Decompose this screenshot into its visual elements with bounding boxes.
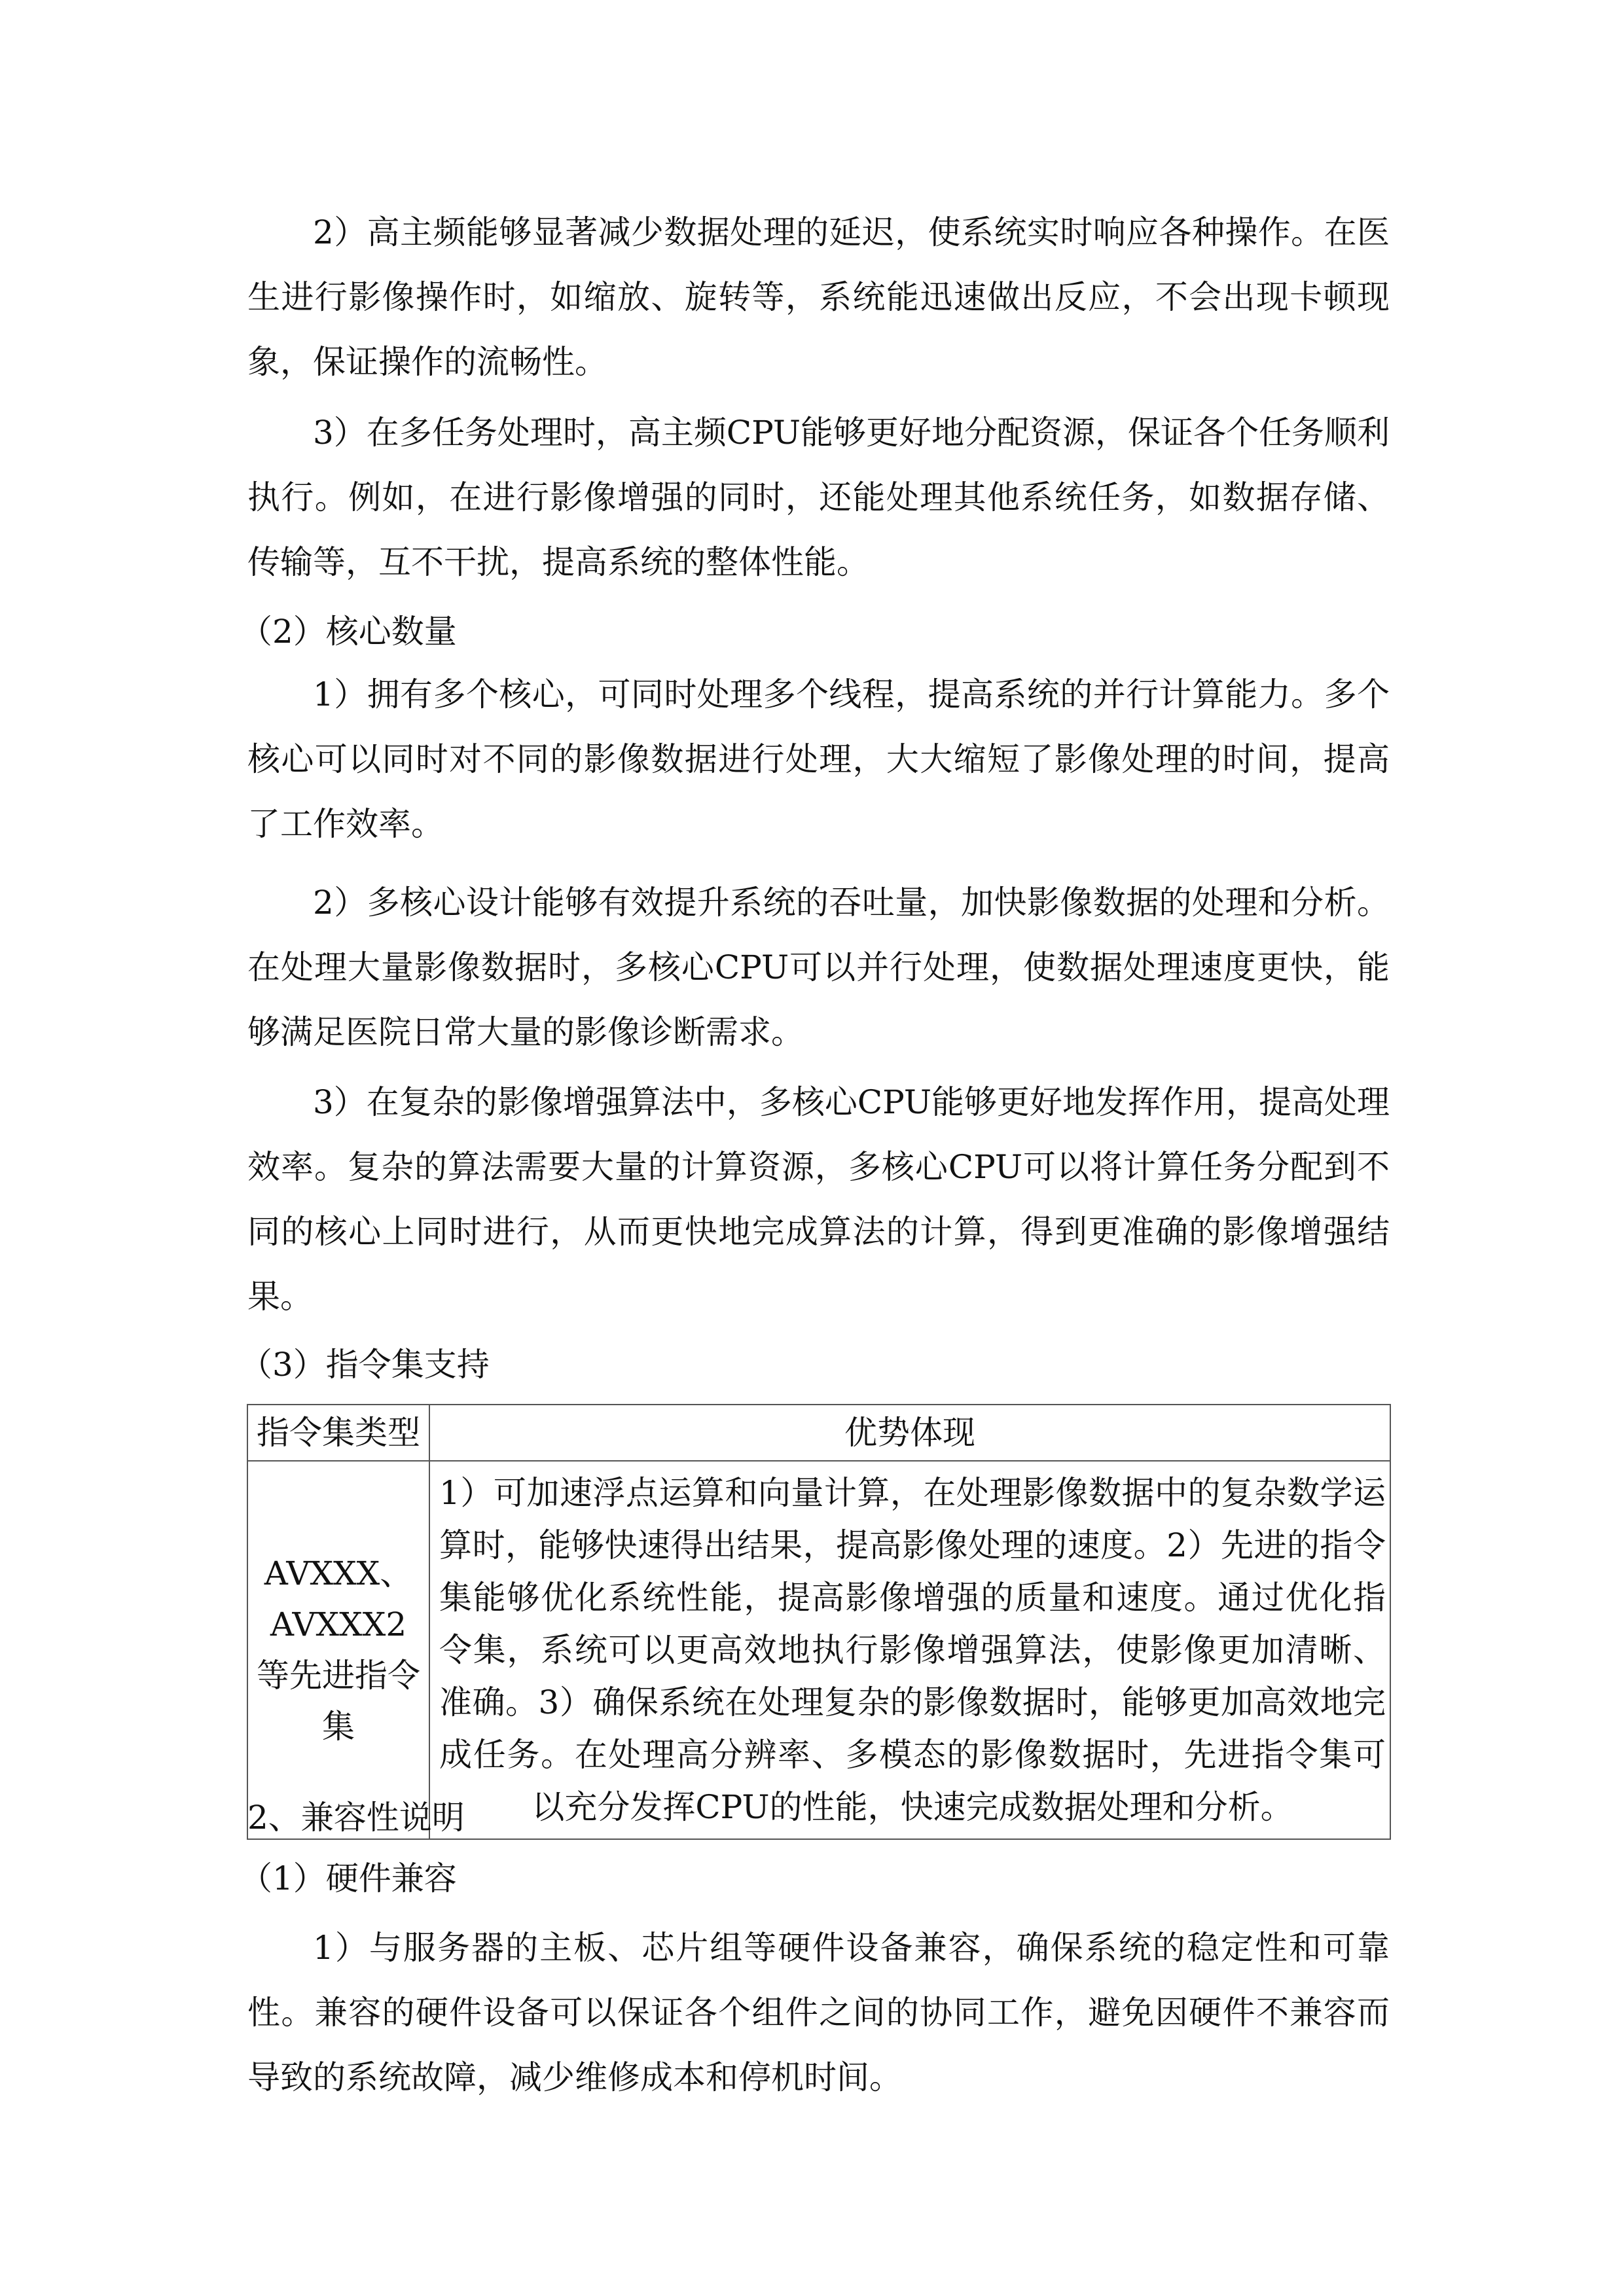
paragraph-cores-3: 3）在复杂的影像增强算法中，多核心CPU能够更好地发挥作用，提高处理效率。复杂的算法需要大量的计算资源，多核心CPU可以将计算任务分配到不同的核心上同时进行，从而更快地完成算法的计算，得到更准确的影像增强结果。 [247, 1083, 1390, 1316]
cell-advantage: 1）可加速浮点运算和向量计算，在处理影像数据中的复杂数学运算时，能够快速得出结果，提高影像处理的速度。2）先进的指令集能够优化系统性能，提高影像增强的质量和速度。通过优化指令集，系统可以更高效地执行影像增强算法，使影像更加清晰、准确。3）确保系统在处理复杂的影像数据时，能够更加高效地完成任务。在处理高分辨率、多模态的影像数据时，先进指令集可以充分发挥CPU的性能，快速完成数据处理和分析。 [429, 1461, 1390, 1839]
heading-core-count: （2）核心数量 [240, 613, 457, 651]
paragraph-cores-2: 2）多核心设计能够有效提升系统的吞吐量，加快影像数据的处理和分析。在处理大量影像数据时，多核心CPU可以并行处理，使数据处理速度更快，能够满足医院日常大量的影像诊断需求。 [247, 884, 1390, 1051]
heading-compatibility: 2、兼容性说明 [247, 1799, 465, 1837]
heading-hardware-compat: （1）硬件兼容 [240, 1859, 457, 1897]
cell-type: AVXXX、AVXXX2等先进指令集 [247, 1461, 429, 1839]
paragraph-high-frequency-3: 3）在多任务处理时，高主频CPU能够更好地分配资源，保证各个任务顺利执行。例如，在进行影像增强的同时，还能处理其他系统任务，如数据存储、传输等，互不干扰，提高系统的整体性能。 [247, 414, 1390, 581]
paragraph-high-frequency-2: 2）高主频能够显著减少数据处理的延迟，使系统实时响应各种操作。在医生进行影像操作时，如缩放、旋转等，系统能迅速做出反应，不会出现卡顿现象，保证操作的流畅性。 [247, 213, 1390, 381]
header-type: 指令集类型 [247, 1405, 429, 1461]
paragraph-hardware-1: 1）与服务器的主板、芯片组等硬件设备兼容，确保系统的稳定性和可靠性。兼容的硬件设备可以保证各个组件之间的协同工作，避免因硬件不兼容而导致的系统故障，减少维修成本和停机时间。 [247, 1929, 1390, 2096]
paragraph-cores-1: 1）拥有多个核心，可同时处理多个线程，提高系统的并行计算能力。多个核心可以同时对不同的影像数据进行处理，大大缩短了影像处理的时间，提高了工作效率。 [247, 675, 1390, 843]
instruction-set-table [247, 1404, 1391, 1840]
header-advantage: 优势体现 [429, 1405, 1390, 1461]
table-row [247, 1461, 1390, 1839]
heading-instruction-set: （3）指令集支持 [240, 1346, 490, 1384]
table-header-row [247, 1405, 1390, 1461]
